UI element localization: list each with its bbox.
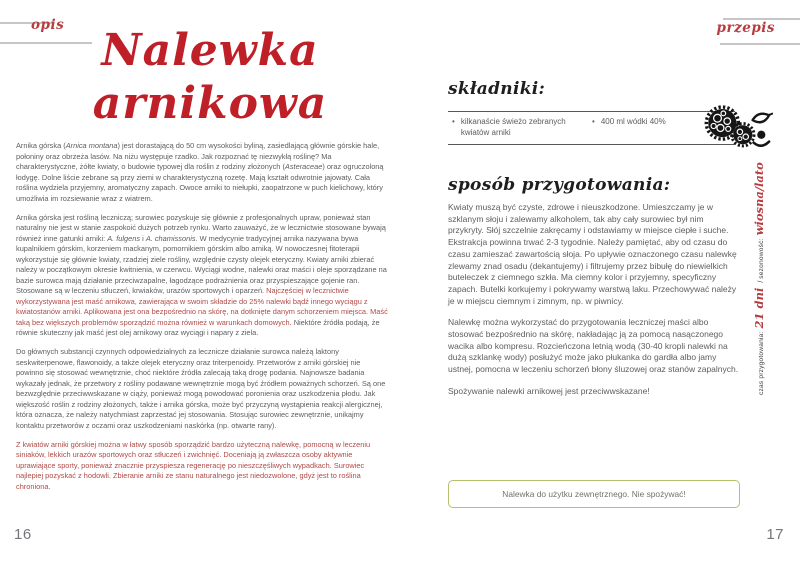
text-run: Arnica montana bbox=[65, 141, 118, 150]
page-number-right: 17 bbox=[766, 526, 784, 543]
ingredients-rule-top bbox=[448, 111, 735, 112]
text-run: Asteraceae bbox=[284, 162, 323, 171]
text-run: ) jest dorastającą do 50 cm wysokości byliną, zasiedlającą głównie górskie hale, połoniny oraz obrzeża lasów. Na niżu występuje rzadko. Jak rozpoznać tę niezwykłą roślinę? Ma charakterystyczne, żółte kwiaty, o budowie typowej dla roślin z rodziny złożonych ( bbox=[16, 141, 380, 171]
warning-text: Nalewka do użytku zewnętrznego. Nie spożywać! bbox=[502, 489, 686, 499]
tab-opis: opis bbox=[31, 17, 65, 33]
text-run: Spożywanie nalewki arnikowej jest przeciwwskazane! bbox=[448, 385, 650, 396]
right-tab-rule-bottom bbox=[720, 43, 800, 45]
tab-przepis: przepis bbox=[716, 20, 775, 36]
bullet-icon: • bbox=[452, 117, 455, 126]
bullet-icon: • bbox=[592, 117, 595, 126]
text-run: Kwiaty muszą być czyste, zdrowe i nieuszkodzone. Umieszczamy je w szklanym słoju i zalewamy alkoholem, tak aby cały surowiec był nim przykryty. Słój szczelnie zakręcamy i odstawiamy w miejsce ciepłe i suche. Ekstrakcja powinna trwać 2-3 tygodnie. Należy pamiętać, aby od czasu do czasu zamieszać zawartością słoja. Po upływie oznaczonego czasu nalewkę zlewamy znad osadu (dekantujemy) i filtrujemy przez bibułę do niewielkich buteleczek z ciemnego szkła. Ma ciemny kolor i przyjemny, specyficzny zapach. Butelki korkujemy i pokrywamy warstwą laku. Przechowywać należy je w miejscu ciemnym i zimnym, np. w piwnicy. bbox=[448, 202, 737, 306]
text-run: ) oraz ogruczoloną łodygę. Dolne liście zebrane są przy ziemi w charakterystyczną rozetę. Mają kształt odwrotnie jajowaty. Cała roślina wydziela przyjemny, aromatyczny zapach. Owoce arniki to niełupki, zaopatrzone w puch kielichowy, który umożliwia im rozsiewanie wraz z wiatrem. bbox=[16, 162, 384, 203]
prep-time-sidebar-line bbox=[752, 162, 780, 395]
text-run: Arnika górska jest rośliną leczniczą; surowiec pozyskuje się głównie z profesjonalnych upraw, ponieważ stan naturalny nie jest w stanie zaspokoić dużych potrzeb rynku. Warto zauważyć, że w lecznictwie stosowane bywają również inne gatunki arniki: bbox=[16, 212, 386, 243]
ingredient-text: kilkanaście świeżo zebranych kwiatów arniki bbox=[460, 117, 566, 137]
paragraph bbox=[448, 202, 740, 307]
prep-time-value: 21 dni bbox=[752, 287, 766, 329]
paragraph bbox=[16, 141, 389, 204]
text-run: Niektóre źródła podają, że równie skuteczny jak maść jest olej arnikowy oraz wyciągi i napary z ziela. bbox=[16, 317, 380, 337]
ingredient-text: 400 ml wódki 40% bbox=[600, 117, 666, 126]
text-run: A. chamissonis bbox=[145, 233, 196, 243]
season-label: sezonowość: bbox=[758, 238, 765, 279]
text-run: Do głównych substancji czynnych odpowiedzialnych za lecznicze działanie surowca należą laktony seskwiterpenowe, flawonoidy, a także olejek eteryczny oraz triterpenoidy. Przetworów z arniki górskiej nie powinno się stosować wewnętrznie, choć niektóre źródła zalecają taką drogę podania. Najnowsze badania wykazały jednak, że przetwory z rośliny podawane wewnętrznie mogą być źródłem poważnych schorzeń. Są one bezwzględnie przeciwwskazane w ciąży, ponieważ mogą powodować poronienia oraz uszkodzenia płodu. Jak większość roślin z rodziny złożonych, także i arnika górska, może być przyczyną wystąpienia reakcji alergicznej, która oznacza, że należy natychmiast zaprzestać jej stosowania. Stosując surowiec zewnętrznie, unikajmy kontaktu przetworów z oczami oraz uszkodzeniami naskórka (np. otwarte rany). bbox=[16, 347, 386, 430]
prep-time-label: czas przygotowania: bbox=[758, 331, 765, 395]
paragraph bbox=[448, 386, 740, 398]
ingredients-rule-bottom bbox=[448, 144, 735, 145]
text-run: Nalewkę można wykorzystać do przygotowania leczniczej maści albo stosować bezpośrednio na skórę, nakładając ją za pomocą nasączonego wacika albo kompresu. Rozcieńczona letnią wodą (30-40 kropli nalewki na dużą szklankę wody) posłużyć może jako płukanka do gardła albo jamy ustnej, pomocna w leczeniu schorzeń błony śluzowej oraz stanów zapalnych. bbox=[448, 317, 739, 375]
text-run: . W medycynie tradycyjnej arnika nazywana bywa kupalnikiem górskim, korzeniem mackanym, pomornikiem górskim albo arniką. W nowoczesnej fitoterapii wykorzystuje się głównie kwiaty, rzadziej ziele rośliny, względnie czysty olejek eteryczny. Kwiaty arniki zbierać należy w początkowym okresie kwitnienia, w czerwcu. Wyciągi wodne, nalewki oraz maści i oleje sporządzane na bazie surowca mają działanie przeciwzapalne, łagodzące podrażnienia oraz przyspieszające gojenie ran. Stosowane są w leczeniu stłuczeń, krwiaków, urazów sportowych i oparzeń. bbox=[16, 233, 387, 295]
text-run: Arnika górska ( bbox=[16, 141, 66, 150]
arnica-flowers-icon bbox=[699, 97, 773, 155]
ingredients-list bbox=[448, 116, 735, 138]
paragraph bbox=[16, 440, 389, 493]
prep-time-sidebar bbox=[752, 162, 780, 395]
sidebar-separator: / bbox=[758, 280, 765, 283]
description-text bbox=[16, 141, 389, 501]
list-item bbox=[452, 116, 584, 138]
method-text bbox=[448, 202, 740, 408]
page-title-line1: Nalewka bbox=[101, 25, 319, 76]
text-run: i bbox=[140, 233, 146, 243]
warning-box bbox=[448, 480, 740, 508]
page-number-left: 16 bbox=[14, 526, 32, 543]
page-title bbox=[30, 24, 390, 130]
method-heading: sposób przygotowania: bbox=[448, 175, 671, 195]
paragraph bbox=[448, 317, 740, 376]
ingredients-heading: składniki: bbox=[448, 79, 546, 99]
highlighted-text-run: Najczęściej w lecznictwie wykorzystywana jest maść arnikowa, zawierająca w swoim składzie do 25% nalewki bądź innego wyciągu z kwiatostanów arniki. Aplikowana jest ona bezpośrednio na skórę, na dotknięte danym schorzeniem miejsca. Maść taką bez większych problemów sporządzić można również w warunkach domowych. bbox=[16, 286, 388, 327]
text-run: A. fulgens bbox=[107, 233, 141, 243]
paragraph bbox=[16, 213, 389, 339]
page-title-line2: arnikowa bbox=[92, 78, 328, 129]
highlighted-text-run: Z kwiatów arniki górskiej można w łatwy sposób sporządzić bardzo użyteczną nalewkę, pomocną w leczeniu siniaków, lekkich urazów sportowych oraz stłuczeń i zwichnięć. Doceniają ją zwłaszcza osoby aktywnie uprawiające sporty, ponieważ znacznie przyspiesza regenerację po nieszczęśliwych wypadkach. Surowiec najlepiej pozyskać z hodowli. Zbieranie arniki ze stanu naturalnego jest niedozwolone, gdyż jest to roślina chroniona. bbox=[16, 439, 371, 491]
list-item bbox=[592, 116, 666, 138]
paragraph bbox=[16, 347, 389, 431]
season-value: wiosna/lato bbox=[752, 162, 766, 236]
